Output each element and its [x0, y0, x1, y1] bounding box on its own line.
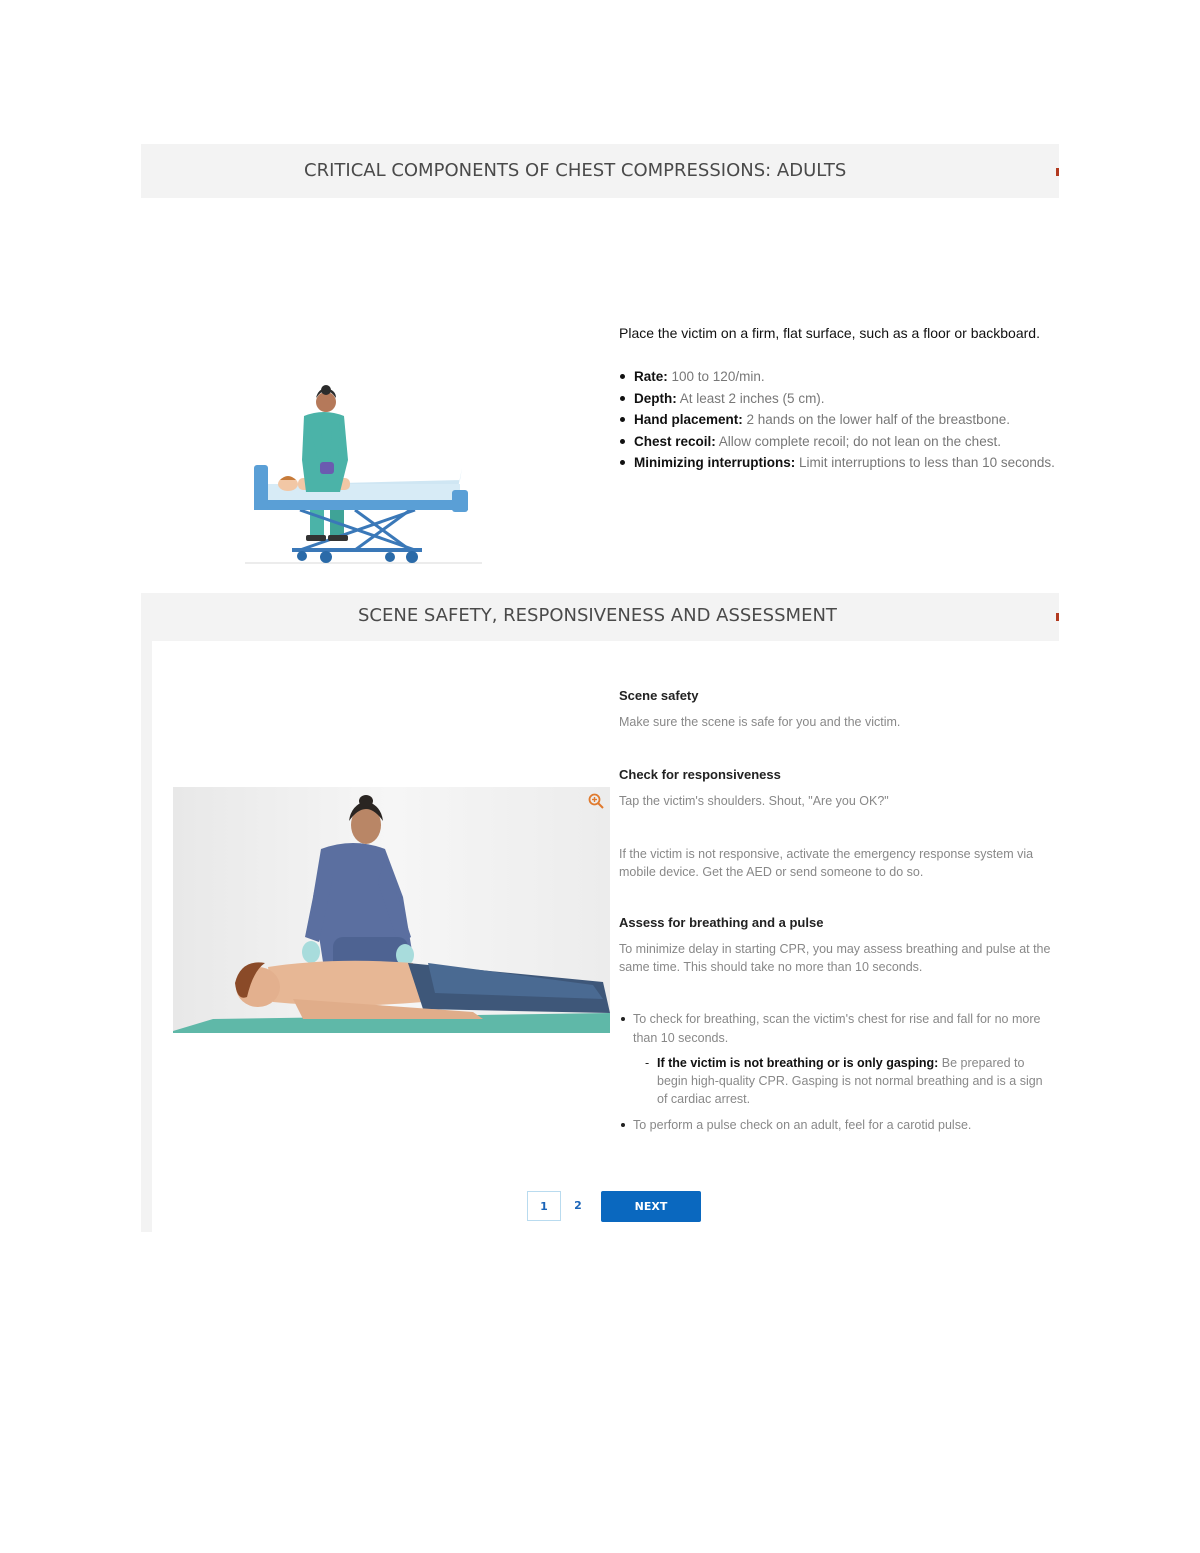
header-edge-marker — [1056, 168, 1059, 176]
section-header-chest-compressions — [141, 144, 1059, 198]
responsiveness-text: Tap the victim's shoulders. Shout, "Are you OK?" — [619, 794, 889, 808]
list-item — [619, 391, 1055, 413]
list-item — [619, 455, 1055, 477]
page-button-1[interactable]: 1 — [527, 1191, 561, 1221]
responsiveness-heading: Check for responsiveness — [619, 767, 781, 782]
list-item: To check for breathing, scan the victim's chest for rise and fall for no more than 10 seconds. — [619, 1010, 1049, 1048]
item-label: Hand placement: — [634, 412, 743, 427]
subitem-label: If the victim is not breathing or is only gasping: — [657, 1056, 939, 1070]
page-button-2[interactable]: 2 — [574, 1199, 582, 1212]
assessment-text: To minimize delay in starting CPR, you may assess breathing and pulse at the same time. This should take no more than 10 seconds. — [619, 942, 1051, 974]
zoom-in-icon[interactable] — [587, 792, 605, 810]
responsiveness-check-image[interactable] — [173, 787, 610, 1033]
section-title: SCENE SAFETY, RESPONSIVENESS AND ASSESSMENT — [358, 605, 837, 626]
item-text: At least 2 inches (5 cm). — [676, 390, 825, 406]
item-label: Rate: — [634, 369, 668, 384]
item-text: Limit interruptions to less than 10 seconds. — [795, 455, 1055, 470]
lead-instruction: Place the victim on a firm, flat surface, such as a floor or backboard. — [619, 325, 1040, 341]
header-edge-marker — [1056, 613, 1059, 621]
item-text: Allow complete recoil; do not lean on the chest. — [715, 433, 1001, 449]
next-button[interactable]: NEXT — [601, 1191, 701, 1222]
section-title: CRITICAL COMPONENTS OF CHEST COMPRESSIONS: ADULTS — [304, 160, 847, 181]
item-label: Depth: — [634, 390, 677, 406]
scene-safety-heading: Scene safety — [619, 688, 699, 703]
list-item — [619, 369, 1055, 391]
responsiveness-followup-text: If the victim is not responsive, activate the emergency response system via mobile device. Get the AED or send someone to do so. — [619, 847, 1034, 879]
chest-compression-illustration — [240, 380, 490, 570]
assessment-heading: Assess for breathing and a pulse — [619, 915, 824, 930]
list-subitem — [619, 1054, 1049, 1108]
compression-criteria-list — [619, 369, 1055, 477]
list-item — [619, 434, 1055, 456]
scene-safety-text: Make sure the scene is safe for you and the victim. — [619, 715, 901, 729]
item-text: 100 to 120/min. — [667, 369, 765, 384]
item-label: Minimizing interruptions: — [634, 455, 796, 470]
list-item: To perform a pulse check on an adult, feel for a carotid pulse. — [619, 1116, 1049, 1135]
list-item — [619, 412, 1055, 434]
assessment-bullets — [619, 1010, 1049, 1135]
item-text: 2 hands on the lower half of the breastbone. — [742, 412, 1010, 427]
section-header-scene-safety — [141, 593, 1059, 641]
subitem-text: Be prepared to begin high-quality CPR. Gasping is not normal breathing and is a sign of cardiac arrest. — [657, 1056, 1043, 1106]
item-label: Chest recoil: — [634, 433, 716, 449]
